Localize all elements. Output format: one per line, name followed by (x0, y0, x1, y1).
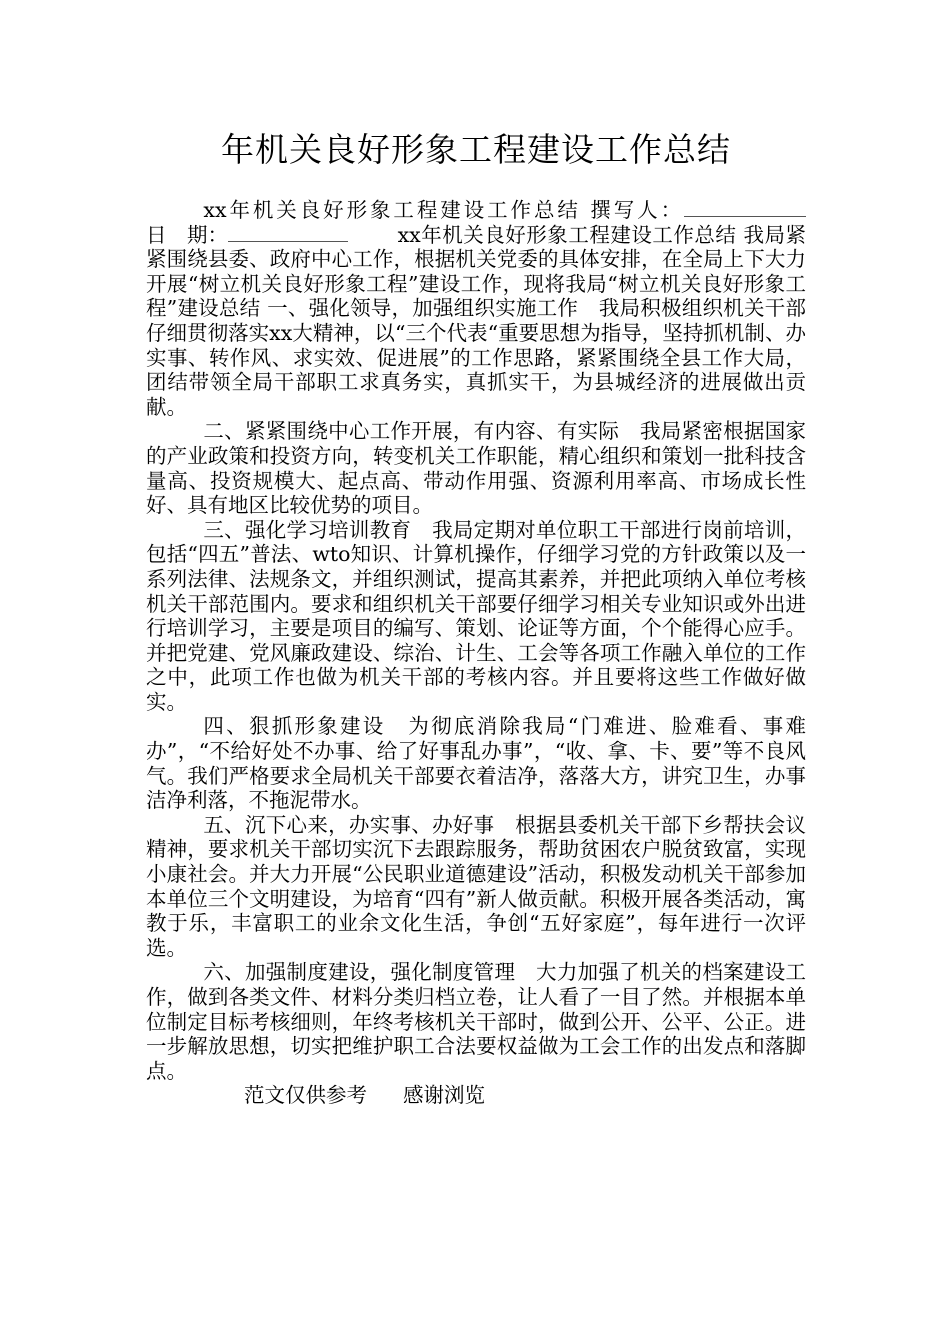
author-blank (684, 198, 806, 217)
footer-right: 感谢浏览 (403, 1083, 485, 1108)
paragraph-5: 五、沉下心来，办实事、办好事 根据县委机关干部下乡帮扶会议精神，要求机关干部切实沉下去跟踪服务，帮助贫困农户脱贫致富，实现小康社会。并大力开展“公民职业道德建设”活动，积极发动机关干部参加本单位三个文明建设，为培育“四有”新人做贡献。积极开展各类活动，寓教于乐，丰富职工的业余文化生活，争创“五好家庭”，每年进行一次评选。 (146, 812, 806, 960)
paragraph-4: 四、狠抓形象建设 为彻底消除我局“门难进、脸难看、事难办”，“不给好处不办事、给了好事乱办事”，“收、拿、卡、要”等不良风气。我们严格要求全局机关干部要衣着洁净，落落大方，讲究卫生，办事洁净利落，不拖泥带水。 (146, 714, 806, 813)
intro-text: xx年机关良好形象工程建设工作总结 我局紧紧围绕县委、政府中心工作，根据机关党委的具体安排，在全局上下大力开展“树立机关良好形象工程”建设工作，现将我局“树立机关良好形象工程”建设总结 一、强化领导，加强组织实施工作 我局积极组织机关干部仔细贯彻落实xx大精神，以“三个代表“重要思想为指导，坚持抓机制、办实事、转作风、求实效、促进展”的工作思路，紧紧围绕全县工作大局，团结带领全局干部职工求真务实，真抓实干，为县城经济的进展做出贡献。 (146, 222, 806, 419)
footer-left: 范文仅供参考 (244, 1083, 367, 1108)
document-title: 年机关良好形象工程建设工作总结 (221, 130, 731, 169)
author-label: 撰写人： (590, 198, 685, 222)
paragraph-3: 三、强化学习培训教育 我局定期对单位职工干部进行岗前培训，包括“四五”普法、wto知识、计算机操作，仔细学习党的方针政策以及一系列法律、法规条文，并组织测试，提高其素养，并把此项纳入单位考核机关干部范围内。要求和组织机关干部要仔细学习相关专业知识或外出进行培训学习，主要是项目的编写、策划、论证等方面，个个能得心应手。并把党建、党风廉政建设、综治、计生、工会等各项工作融入单位的工作之中，此项工作也做为机关干部的考核内容。并且要将这些工作做好做实。 (146, 517, 806, 714)
paragraph-2: 二、紧紧围绕中心工作开展，有内容、有实际 我局紧密根据国家的产业政策和投资方向，转变机关工作职能，精心组织和策划一批科技含量高、投资规模大、起点高、带动作用强、资源利用率高、市场成长性好、具有地区比较优势的项目。 (146, 419, 806, 518)
paragraph-6: 六、加强制度建设，强化制度管理 大力加强了机关的档案建设工作，做到各类文件、材料分类归档立卷，让人看了一目了然。并根据本单位制定目标考核细则，年终考核机关干部时，做到公开、公平、公正。进一步解放思想，切实把维护职工合法要权益做为工会工作的出发点和落脚点。 (146, 960, 806, 1083)
date-label: 日 期： (146, 222, 228, 247)
date-blank (228, 223, 348, 242)
document-body (146, 198, 806, 1083)
header-paragraph (146, 198, 806, 419)
document-page (146, 0, 806, 1108)
doc-name: xx年机关良好形象工程建设工作总结 (203, 198, 581, 222)
document-footer (146, 1083, 806, 1108)
